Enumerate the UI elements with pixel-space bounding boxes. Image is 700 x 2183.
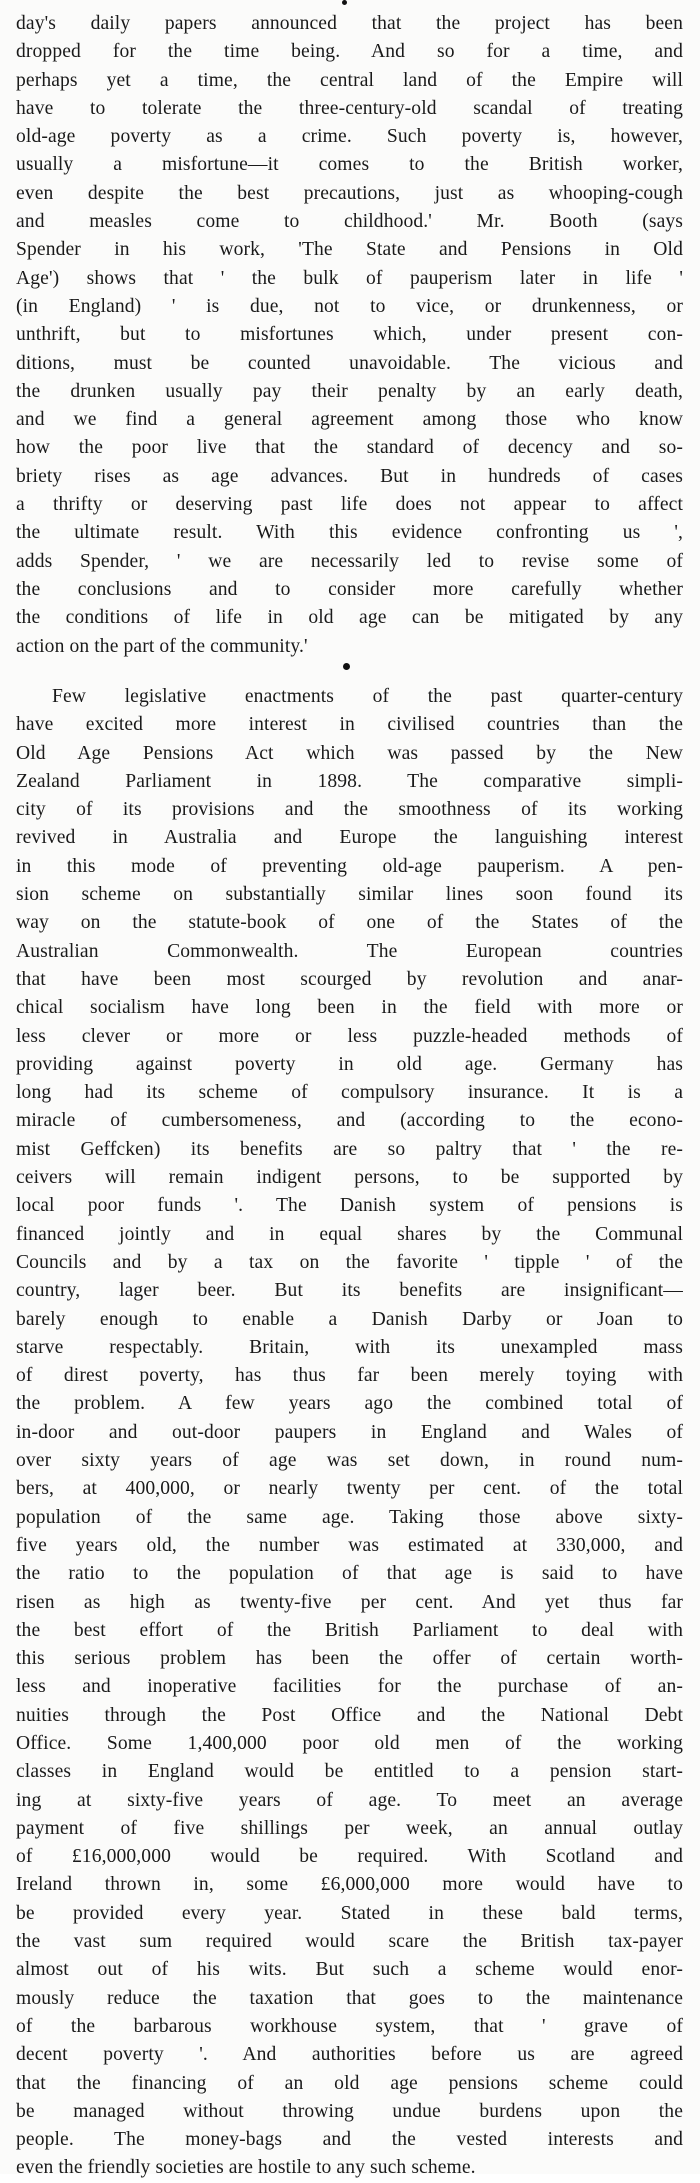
text-line: Australian Commonwealth. The European countries <box>16 940 683 962</box>
text-line: (in England) ' is due, not to vice, or drunkenness, or <box>16 295 683 317</box>
text-line: even the friendly societies are hostile to any such scheme. <box>16 2157 476 2179</box>
text-line: ceivers will remain indigent persons, to be supported by <box>16 1167 683 1189</box>
text-line: old-age poverty as a crime. Such poverty is, however, <box>16 126 683 148</box>
text-line: almost out of his wits. But such a scheme would enor- <box>16 1959 683 1981</box>
text-line: financed jointly and in equal shares by the Communal <box>16 1223 683 1245</box>
text-line: starve respectably. Britain, with its unexampled mass <box>16 1336 683 1358</box>
text-line: decent poverty '. And authorities before us are agreed <box>16 2044 683 2066</box>
text-line: of the barbarous workhouse system, that ' grave of <box>16 2015 683 2037</box>
text-line: have excited more interest in civilised countries than the <box>16 714 683 736</box>
text-line: how the poor live that the standard of decency and so- <box>16 437 683 459</box>
text-line: in-door and out-door paupers in England and Wales of <box>16 1421 683 1443</box>
text-line: the conclusions and to consider more carefully whether <box>16 578 683 600</box>
text-line: revived in Australia and Europe the languishing interest <box>16 827 683 849</box>
text-line: population of the same age. Taking those above sixty- <box>16 1506 683 1528</box>
text-line: of £16,000,000 would be required. With Scotland and <box>16 1846 683 1868</box>
text-line: be managed without throwing undue burdens upon the <box>16 2100 683 2122</box>
paragraph-old-age-pensions <box>16 683 683 2183</box>
text-line: be provided every year. Stated in these bald terms, <box>16 1902 683 1924</box>
paragraph-1-text <box>16 10 683 661</box>
text-line: classes in England would be entitled to a pension start- <box>16 1761 683 1783</box>
text-line: over sixty years of age was set down, in round num- <box>16 1450 683 1472</box>
text-line: long had its scheme of compulsory insurance. It is a <box>16 1082 683 1104</box>
text-line: have to tolerate the three-century-old scandal of treating <box>16 97 683 119</box>
text-line: Ireland thrown in, some £6,000,000 more would have to <box>16 1874 683 1896</box>
top-column-mark <box>342 0 347 5</box>
text-line: miracle of cumbersomeness, and (according to the econo- <box>16 1110 683 1132</box>
text-line: payment of five shillings per week, an annual outlay <box>16 1817 683 1839</box>
section-separator-dot <box>343 663 350 670</box>
text-line: providing against poverty in old age. Germany has <box>16 1053 683 1075</box>
text-line: way on the statute-book of one of the States of the <box>16 912 683 934</box>
text-line: ing at sixty-five years of age. To meet an average <box>16 1789 683 1811</box>
text-line: mist Geffcken) its benefits are so paltry that ' the re- <box>16 1138 683 1160</box>
text-line: in this mode of preventing old-age pauperism. A pen- <box>16 855 683 877</box>
text-line: the ultimate result. With this evidence confronting us ', <box>16 522 683 544</box>
text-line: the drunken usually pay their penalty by an early death, <box>16 380 683 402</box>
text-line: ditions, must be counted unavoidable. The vicious and <box>16 352 683 374</box>
text-line: nuities through the Post Office and the National Debt <box>16 1704 683 1726</box>
text-line: the ratio to the population of that age is said to have <box>16 1563 683 1585</box>
text-line: and measles come to childhood.' Mr. Booth (says <box>16 211 683 233</box>
text-line: less clever or more or less puzzle-headed methods of <box>16 1025 683 1047</box>
text-line: less and inoperative facilities for the purchase of an- <box>16 1676 683 1698</box>
text-line: a thrifty or deserving past life does not appear to affect <box>16 494 683 516</box>
text-line: Councils and by a tax on the favorite ' tipple ' of the <box>16 1251 683 1273</box>
text-line: Few legislative enactments of the past quarter-century <box>52 686 683 707</box>
text-line: mously reduce the taxation that goes to the maintenance <box>16 1987 683 2009</box>
text-line: people. The money-bags and the vested interests and <box>16 2129 683 2151</box>
text-line: usually a misfortune—it comes to the British worker, <box>16 154 683 176</box>
text-line: the conditions of life in old age can be mitigated by any <box>16 607 683 629</box>
text-line: even despite the best precautions, just as whooping-cough <box>16 182 683 204</box>
text-line: dropped for the time being. And so for a time, and <box>16 41 683 63</box>
text-line: sion scheme on substantially similar lines soon found its <box>16 884 683 906</box>
paragraph-2-text <box>16 683 683 2183</box>
text-line: chical socialism have long been in the field with more or <box>16 997 683 1019</box>
text-line: unthrift, but to misfortunes which, under present con- <box>16 324 683 346</box>
text-line: this serious problem has been the offer of certain worth- <box>16 1648 683 1670</box>
text-line: action on the part of the community.' <box>16 635 308 657</box>
text-line: the problem. A few years ago the combined total of <box>16 1393 683 1415</box>
text-line: country, lager beer. But its benefits are insignificant— <box>16 1280 683 1302</box>
text-line: local poor funds '. The Danish system of pensions is <box>16 1195 683 1217</box>
text-line: Office. Some 1,400,000 poor old men of the working <box>16 1732 683 1754</box>
text-line: and we find a general agreement among those who know <box>16 409 683 431</box>
text-line: adds Spender, ' we are necessarily led to revise some of <box>16 550 683 572</box>
text-line: the vast sum required would scare the British tax-payer <box>16 1931 683 1953</box>
text-line: Age') shows that ' the bulk of pauperism later in life ' <box>16 267 683 289</box>
text-line: Spender in his work, 'The State and Pensions in Old <box>16 239 683 261</box>
text-line: city of its provisions and the smoothness of its working <box>16 799 683 821</box>
text-line: Old Age Pensions Act which was passed by the New <box>16 742 683 764</box>
text-line: that have been most scourged by revolution and anar- <box>16 968 683 990</box>
text-line: five years old, the number was estimated at 330,000, and <box>16 1534 683 1556</box>
text-line: barely enough to enable a Danish Darby or Joan to <box>16 1308 683 1330</box>
text-line: the best effort of the British Parliament to deal with <box>16 1619 683 1641</box>
text-line: briety rises as age advances. But in hundreds of cases <box>16 465 683 487</box>
text-line: bers, at 400,000, or nearly twenty per cent. of the total <box>16 1478 683 1500</box>
text-line: that the financing of an old age pensions scheme could <box>16 2072 683 2094</box>
text-line: of direst poverty, has thus far been merely toying with <box>16 1365 683 1387</box>
text-line: perhaps yet a time, the central land of the Empire will <box>16 69 683 91</box>
paragraph-booth-spender <box>16 10 683 661</box>
text-line: risen as high as twenty-five per cent. And yet thus far <box>16 1591 683 1613</box>
text-line: Zealand Parliament in 1898. The comparative simpli- <box>16 770 683 792</box>
text-line: day's daily papers announced that the project has been <box>16 13 683 34</box>
